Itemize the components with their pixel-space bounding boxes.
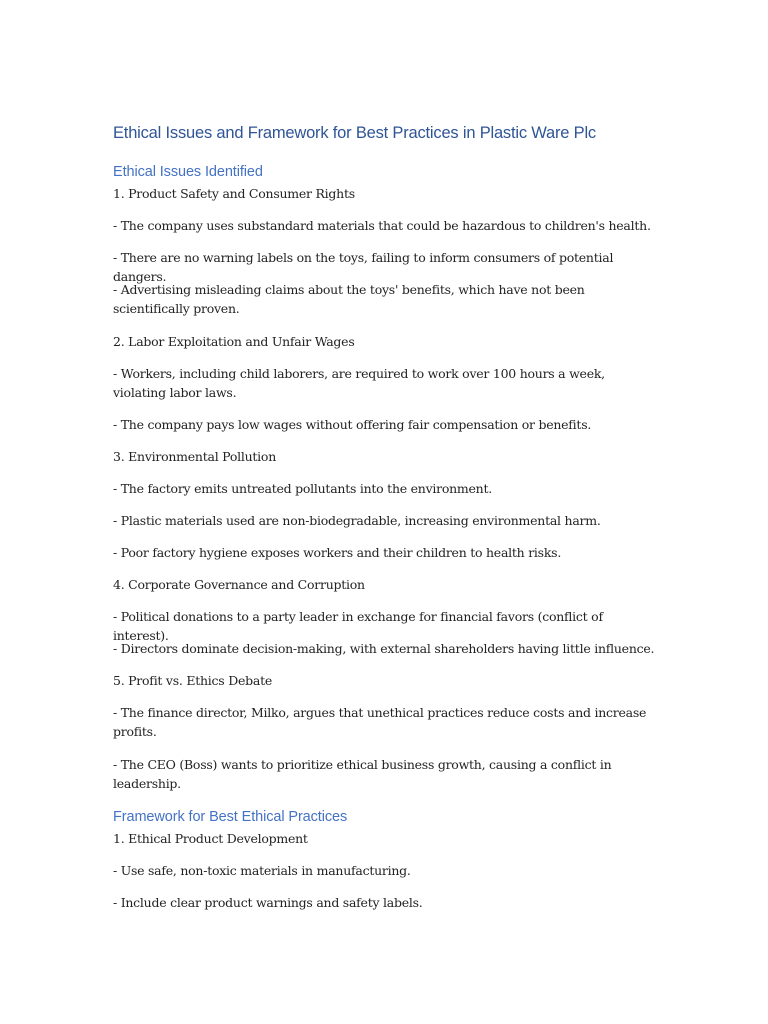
paragraph: - Include clear product warnings and safety labels. (113, 895, 423, 910)
paragraph: 5. Profit vs. Ethics Debate (113, 673, 272, 688)
paragraph: 4. Corporate Governance and Corruption (113, 577, 365, 592)
paragraph: - Political donations to a party leader in exchange for financial favors (conflict of interest). (113, 609, 603, 643)
section-heading-framework: Framework for Best Ethical Practices (113, 809, 348, 825)
paragraph: - The factory emits untreated pollutants into the environment. (113, 481, 492, 496)
paragraph: - Advertising misleading claims about the toys' benefits, which have not been scientifically proven. (113, 282, 585, 316)
paragraph: - There are no warning labels on the toys, failing to inform consumers of potential dangers. (113, 250, 614, 284)
paragraph: 3. Environmental Pollution (113, 449, 277, 464)
paragraph: 1. Product Safety and Consumer Rights (113, 186, 355, 201)
paragraph: - Use safe, non-toxic materials in manufacturing. (113, 863, 411, 878)
section-heading-ethical-issues: Ethical Issues Identified (113, 164, 263, 180)
paragraph: 2. Labor Exploitation and Unfair Wages (113, 334, 355, 349)
paragraph: - The company pays low wages without offering fair compensation or benefits. (113, 417, 592, 432)
paragraph: 1. Ethical Product Development (113, 831, 308, 846)
paragraph: - The CEO (Boss) wants to prioritize ethical business growth, causing a conflict in leadership. (113, 757, 612, 791)
paragraph: - Poor factory hygiene exposes workers and their children to health risks. (113, 545, 562, 560)
document-title: Ethical Issues and Framework for Best Practices in Plastic Ware Plc (113, 124, 596, 142)
paragraph: - Workers, including child laborers, are required to work over 100 hours a week, violating labor laws. (113, 366, 605, 400)
paragraph: - Directors dominate decision-making, with external shareholders having little influence. (113, 641, 655, 656)
paragraph: - The company uses substandard materials that could be hazardous to children's health. (113, 218, 651, 233)
paragraph: - The finance director, Milko, argues that unethical practices reduce costs and increase profits. (113, 705, 647, 739)
paragraph: - Plastic materials used are non-biodegradable, increasing environmental harm. (113, 513, 601, 528)
